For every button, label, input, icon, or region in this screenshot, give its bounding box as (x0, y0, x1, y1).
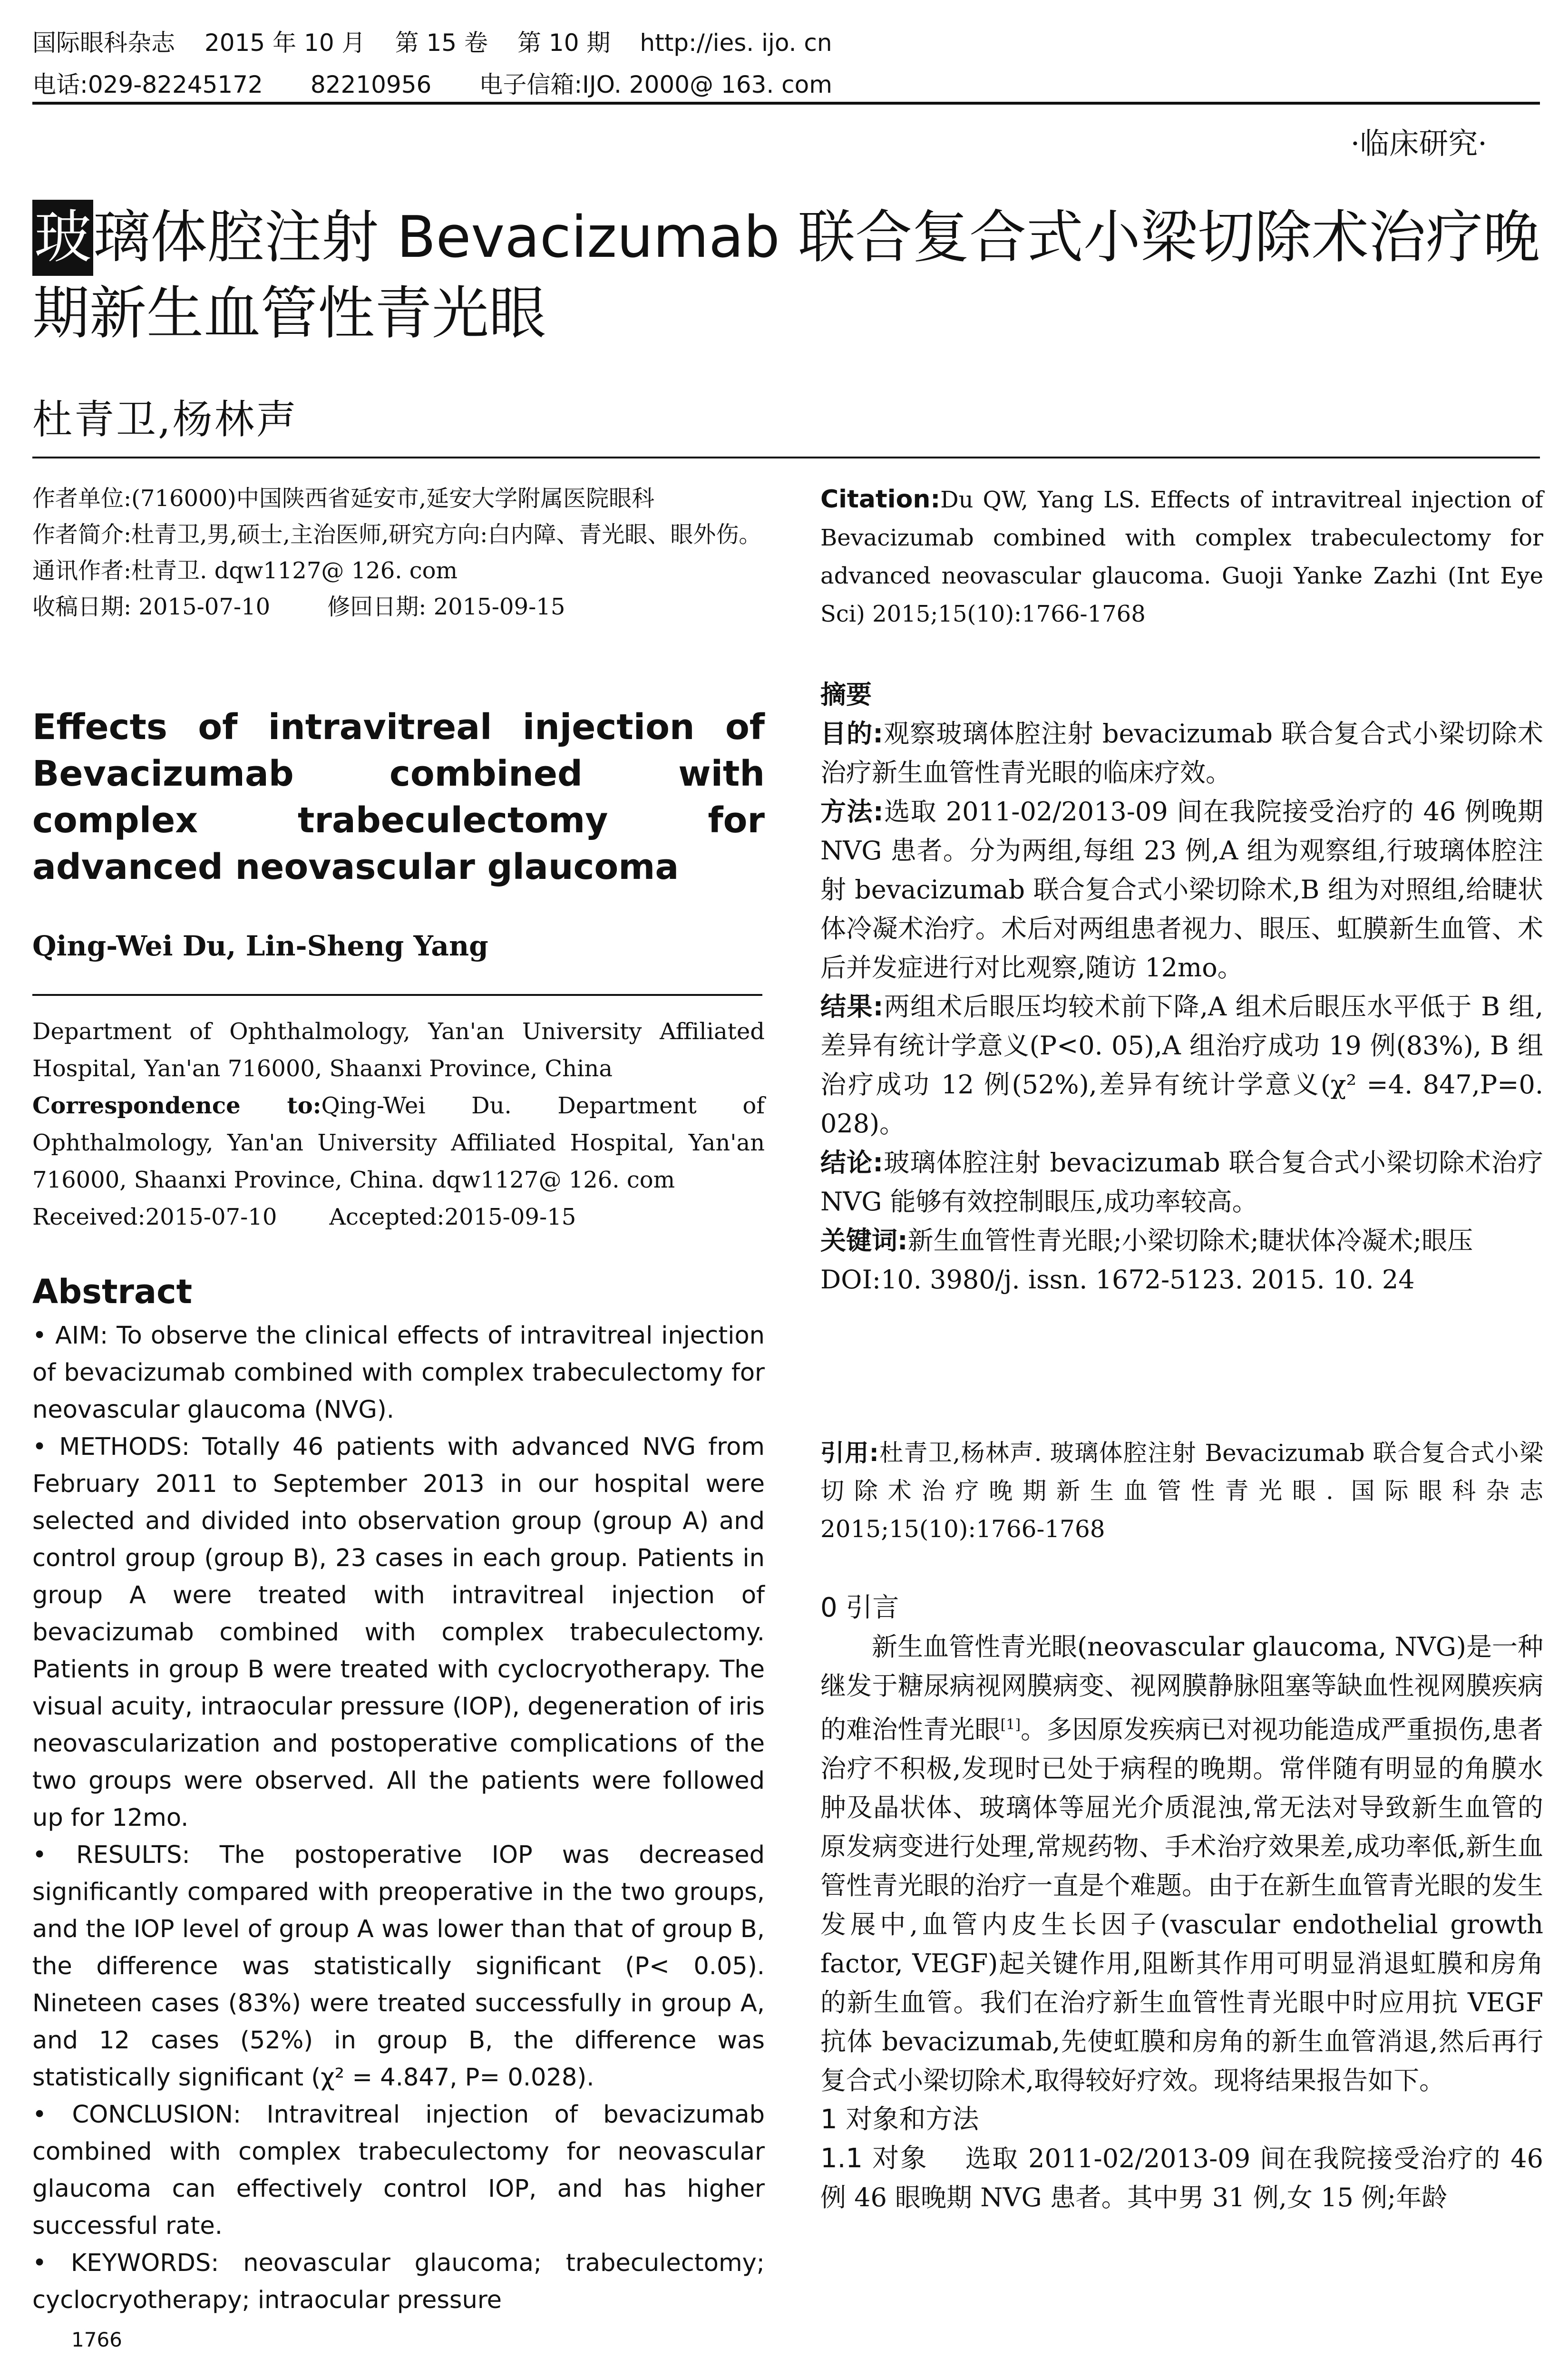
issue-date: 2015 年 10 月 (205, 29, 366, 57)
journal-header-line1 (32, 24, 862, 58)
section-1-1-label: 1.1 对象 (820, 2143, 928, 2174)
abstract-methods: • METHODS: Totally 46 patients with advanced NVG from February 2011 to September 2013 in our hospital were selected and divided into observation group (group A) and control group (group B), 23 cases in each group. Patients in group A were treated with intravitreal injection of bevacizumab combined with complex trabeculectomy. Patients in group B were treated with cyclocryotherapy. The visual acuity, intraocular pressure (IOP), degeneration of iris neovascularization and postoperative complications of the two groups were observed. All the patients were followed up for 12mo. (32, 1433, 765, 1832)
affiliation (32, 1013, 765, 1236)
abstract-cn-aim-label: 目的: (820, 719, 883, 749)
citation-cn-text: 杜青卫,杨林声. 玻璃体腔注射 Bevacizumab 联合复合式小梁切除术治疗晚期新生血管性青光眼. 国际眼科杂志 2015;15(10):1766-1768 (820, 1439, 1543, 1543)
abstract-heading: Abstract (32, 1272, 193, 1311)
title-rule (32, 457, 1540, 458)
revised-date-cn: 修回日期: 2015-09-15 (327, 594, 565, 620)
citation-en-label: Citation: (820, 485, 941, 514)
journal-url: http://ies. ijo. cn (640, 29, 832, 57)
title-en: Effects of intravitreal injection of Bevacizumab combined with complex trabeculectomy for advanced neovascular glaucoma (32, 707, 765, 887)
abstract-cn-conclusion-text: 玻璃体腔注射 bevacizumab 联合复合式小梁切除术治疗 NVG 能够有效控制眼压,成功率较高。 (820, 1148, 1543, 1217)
abstract-cn-results (820, 987, 1543, 1143)
abstract-cn-keywords (820, 1221, 1543, 1260)
authors-en: Qing-Wei Du, Lin-Sheng Yang (32, 930, 488, 962)
intro-ref: [1] (1000, 1716, 1021, 1733)
intro-paragraph (820, 1627, 1543, 2100)
title-cn (32, 200, 1554, 352)
section-1-1-text: 选取 2011-02/2013-09 间在我院接受治疗的 46 例 46 眼晚期 NVG 患者。其中男 31 例,女 15 例;年龄 (820, 2143, 1543, 2212)
citation-en-text: Du QW, Yang LS. Effects of intravitreal injection of Bevacizumab combined with complex trabeculectomy for advanced neovascular glaucoma. Guoji Yanke Zazhi (Int Eye Sci) 2015;15(10):1766-1768 (820, 487, 1543, 627)
intro-heading: 0 引言 (820, 1592, 899, 1623)
issue: 第 10 期 (517, 29, 611, 57)
abstract-cn-aim (820, 714, 1543, 792)
abstract-cn-conclusion (820, 1143, 1543, 1221)
header-rule (32, 102, 1540, 105)
author-info (32, 480, 765, 625)
affiliation-rule (32, 994, 762, 996)
abstract-cn-results-label: 结果: (820, 992, 884, 1022)
page-number: 1766 (71, 2328, 122, 2351)
title-cn-rest: 璃体腔注射 Bevacizumab 联合复合式小梁切除术治疗晚期新生血管性青光眼 (32, 205, 1540, 347)
author-correspondence: 通讯作者:杜青卫. dqw1127@ 126. com (32, 557, 458, 584)
info-dates (32, 589, 765, 625)
volume: 第 15 卷 (395, 29, 488, 57)
abstract-aim: • AIM: To observe the clinical effects of intravitreal injection of bevacizumab combined with complex trabeculectomy for neovascular glaucoma (NVG). (32, 1322, 765, 1424)
abstract-cn-heading: 摘要 (820, 680, 872, 710)
author-unit: 作者单位:(716000)中国陕西省延安市,延安大学附属医院眼科 (32, 485, 655, 512)
received-date-cn: 收稿日期: 2015-07-10 (32, 594, 271, 620)
intro-text-1: 新生血管性青光眼(neovascular glaucoma, NVG)是一种继发于糖尿病视网膜病变、视网膜静脉阻塞等缺血性视网膜疾病的难治性青光眼 (820, 1632, 1543, 1744)
authors-cn: 杜青卫,杨林声 (32, 396, 298, 443)
affiliation-dept: Department of Ophthalmology, Yan'an University Affiliated Hospital, Yan'an 716000, Shaanxi Province, China (32, 1018, 765, 1082)
abstract-cn-methods (820, 792, 1543, 987)
abstract-cn-doi: DOI:10. 3980/j. issn. 1672-5123. 2015. 10. 24 (820, 1265, 1415, 1295)
abstract-cn (820, 675, 1543, 1299)
abstract-results: • RESULTS: The postoperative IOP was decreased significantly compared with preoperative in the two groups, and the IOP level of group A was lower than that of group B, the difference was statistically significant (P< 0.05). Nineteen cases (83%) were treated successfully in group A, and 12 cases (52%) in group B, the difference was statistically significant (χ² = 4.847, P= 0.028). (32, 1841, 765, 2092)
title-cn-first-char: 玻 (32, 200, 93, 276)
citation-cn (820, 1434, 1543, 1548)
affiliation-dates (32, 1198, 765, 1236)
email: 电子信箱:IJO. 2000@ 163. com (479, 71, 832, 98)
section-1-1 (820, 2139, 1543, 2217)
citation-en (820, 480, 1543, 633)
abstract-cn-conclusion-label: 结论: (820, 1148, 883, 1178)
affiliation-correspondence (32, 1087, 765, 1198)
abstract-cn-results-text: 两组术后眼压均较术前下降,A 组术后眼压水平低于 B 组,差异有统计学意义(P<0. 05),A 组治疗成功 19 例(83%), B 组治疗成功 12 例(52%),差异有统计学意义(χ² =4. 847,P=0. 028)。 (820, 992, 1543, 1139)
abstract-cn-aim-text: 观察玻璃体腔注射 bevacizumab 联合复合式小梁切除术治疗新生血管性青光眼的临床疗效。 (820, 719, 1543, 788)
correspondence-text: Qing-Wei Du. Department of Ophthalmology, Yan'an University Affiliated Hospital, Yan'an 716000, Shaanxi Province, China. dqw1127@ 126. com (32, 1092, 765, 1193)
abstract-cn-methods-text: 选取 2011-02/2013-09 间在我院接受治疗的 46 例晚期 NVG 患者。分为两组,每组 23 例,A 组为观察组,行玻璃体腔注射 bevacizumab 联合复合式小梁切除术,B 组为对照组,给睫状体冷凝术治疗。术后对两组患者视力、眼压、虹膜新生血管、术后并发症进行对比观察,随访 12mo。 (820, 797, 1543, 983)
phone: 电话:029-82245172 (32, 71, 263, 98)
abstract-cn-methods-label: 方法: (820, 797, 884, 827)
journal-name: 国际眼科杂志 (32, 29, 175, 57)
introduction (820, 1588, 1543, 2217)
phone-2: 82210956 (310, 71, 432, 98)
author-bio: 作者简介:杜青卫,男,硕士,主治医师,研究方向:白内障、青光眼、眼外伤。 (32, 521, 762, 548)
section-1-heading: 1 对象和方法 (820, 2104, 979, 2135)
citation-cn-label: 引用: (820, 1439, 879, 1467)
intro-text-2: 。多因原发疾病已对视功能造成严重损伤,患者治疗不积极,发现时已处于病程的晚期。常伴随有明显的角膜水肿及晶状体、玻璃体等屈光介质混浊,常无法对导致新生血管的原发病变进行处理,常规药物、手术治疗效果差,成功率低,新生血管性青光眼的治疗一直是个难题。由于在新生血管青光眼的发生发展中,血管内皮生长因子(vascular endothelial growth factor, VEGF)起关键作用,阻断其作用可明显消退虹膜和房角的新生血管。我们在治疗新生血管性青光眼中时应用抗 VEGF 抗体 bevacizumab,先使虹膜和房角的新生血管消退,然后再行复合式小梁切除术,取得较好疗效。现将结果报告如下。 (820, 1715, 1544, 2095)
section-tag: ·临床研究· (1350, 126, 1487, 161)
correspondence-label: Correspondence to: (32, 1092, 321, 1119)
abstract-conclusion: • CONCLUSION: Intravitreal injection of bevacizumab combined with complex trabeculectomy for neovascular glaucoma can effectively control IOP, and has higher successful rate. (32, 2101, 765, 2240)
abstract-cn-keywords-text: 新生血管性青光眼;小梁切除术;睫状体冷凝术;眼压 (907, 1226, 1473, 1256)
abstract-cn-keywords-label: 关键词: (820, 1226, 908, 1256)
abstract-body (32, 1317, 765, 2319)
accepted-date-en: Accepted:2015-09-15 (329, 1204, 576, 1230)
received-date-en: Received:2015-07-10 (32, 1204, 277, 1230)
journal-header-line2 (32, 66, 880, 100)
abstract-keywords: • KEYWORDS: neovascular glaucoma; trabeculectomy; cyclocryotherapy; intraocular pressure (32, 2249, 765, 2314)
